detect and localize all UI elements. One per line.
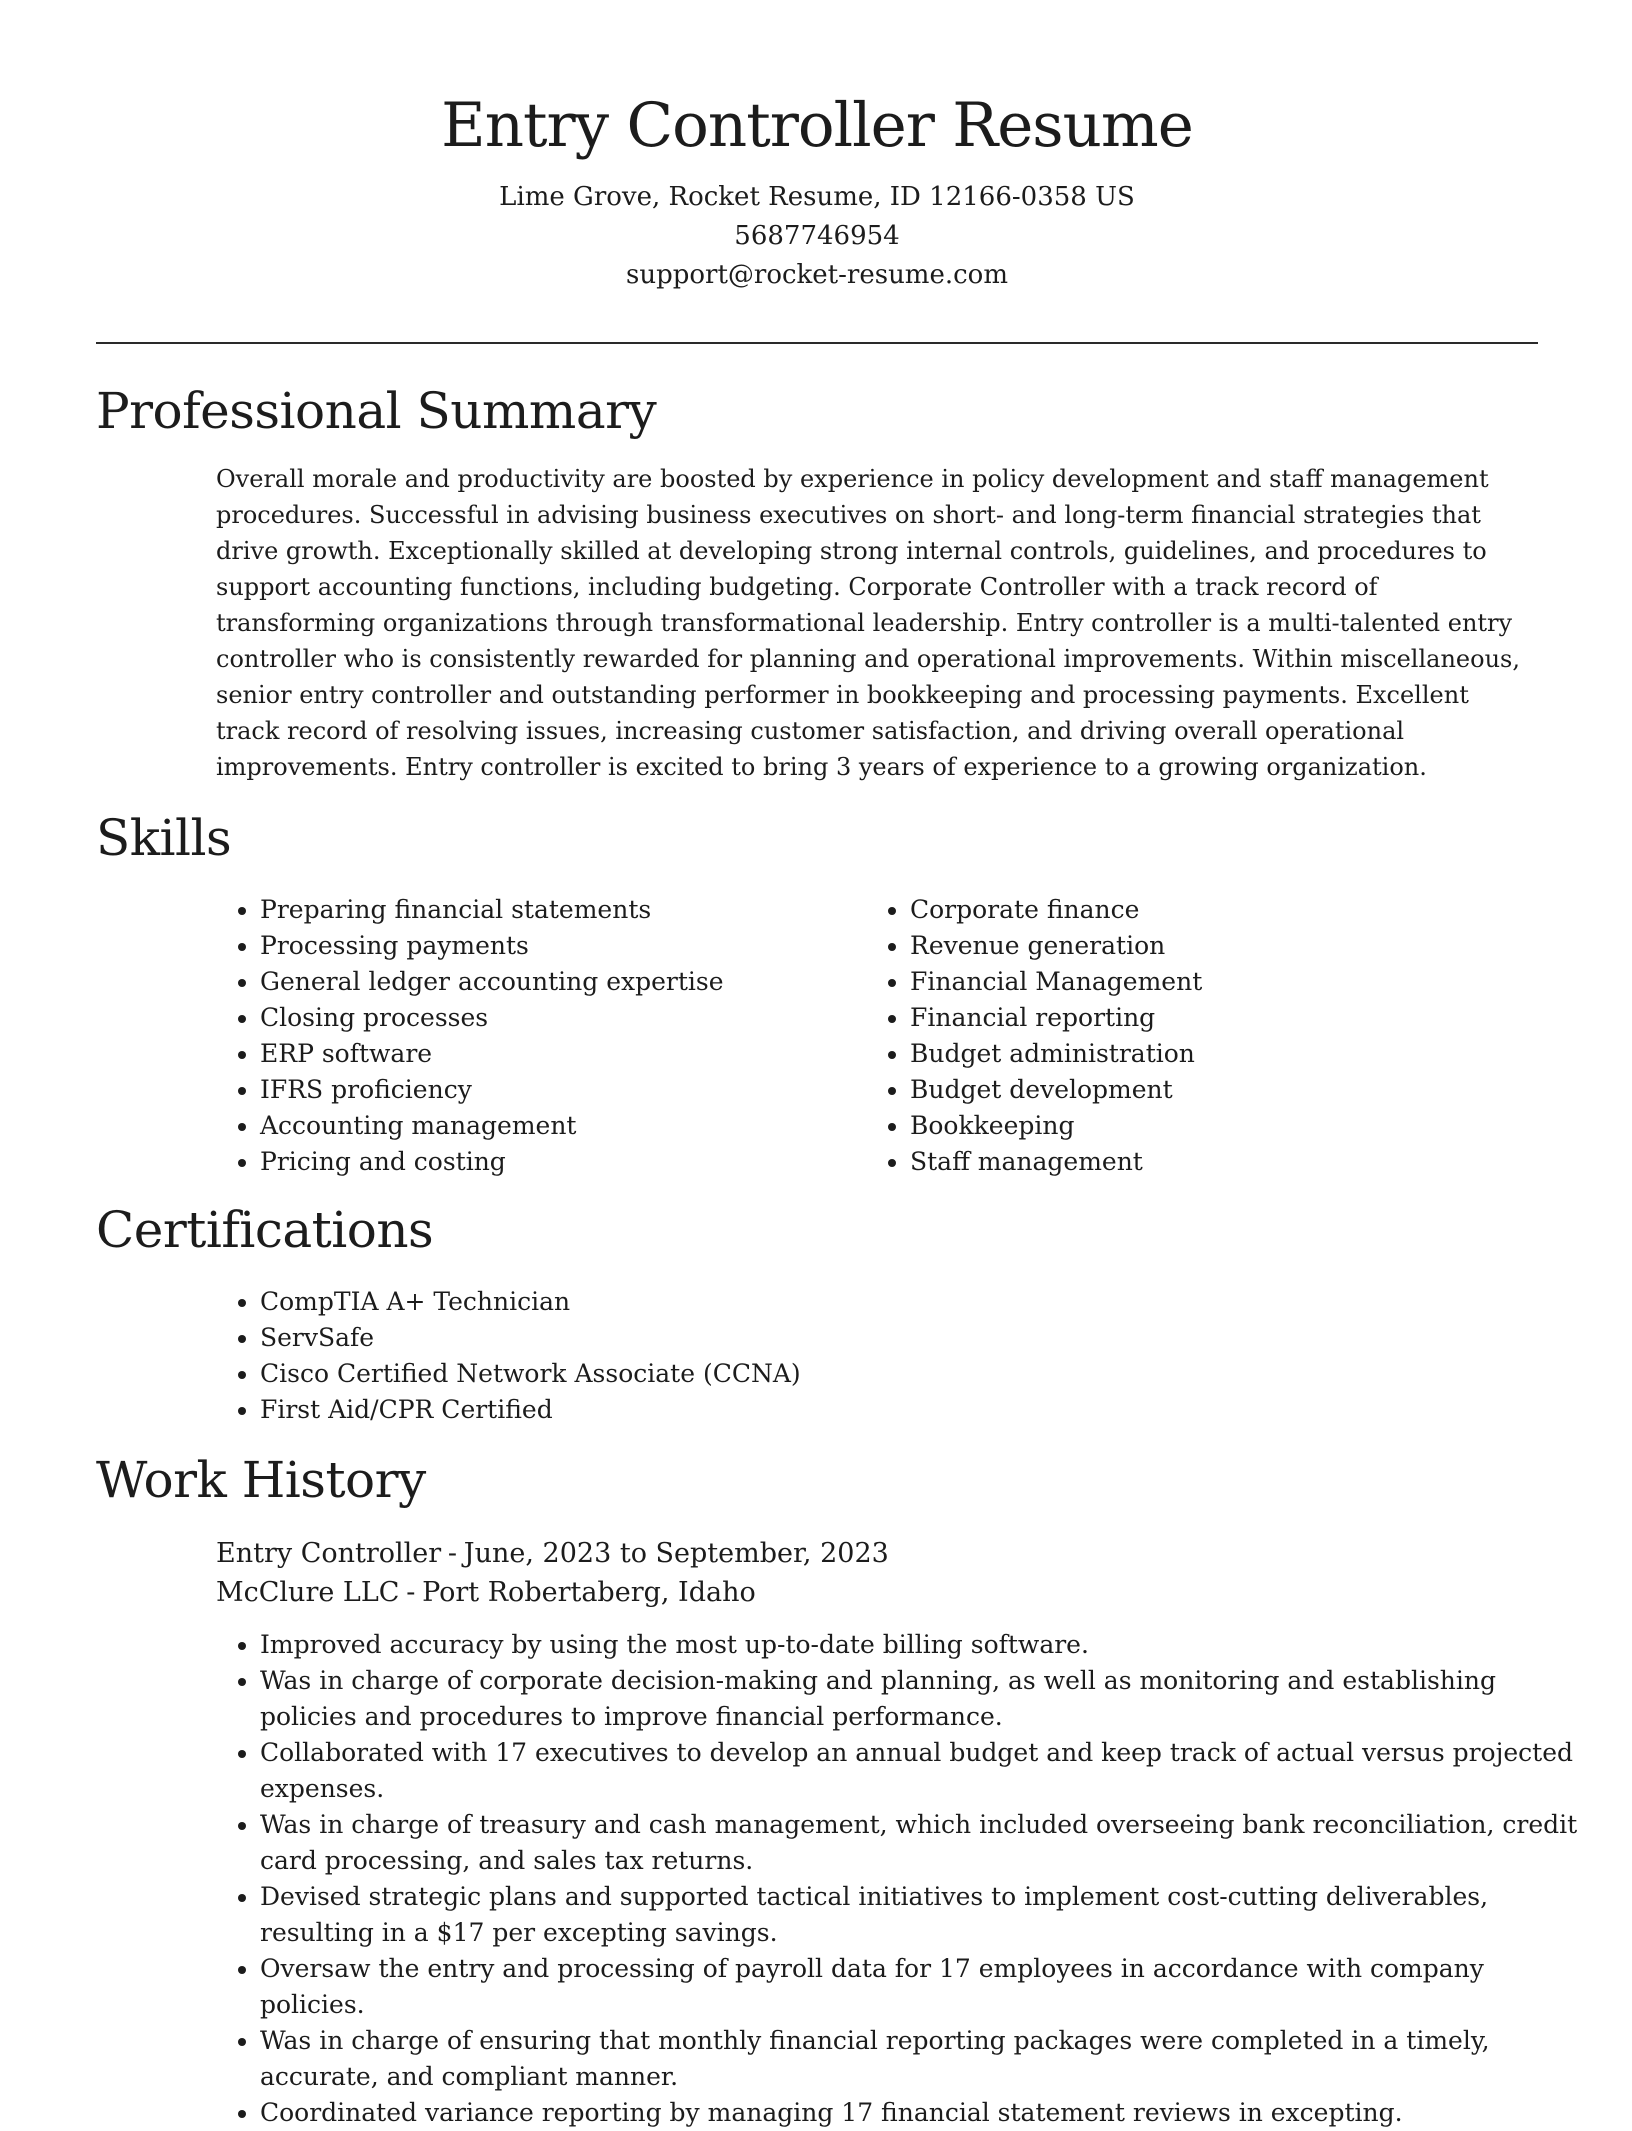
skill-item: • Pricing and costing <box>260 1144 820 1180</box>
skill-item: • Corporate finance <box>910 892 1470 928</box>
job-bullet: • Oversaw the entry and processing of payroll data for 17 employees in accordance with company policies. <box>260 1951 1582 2023</box>
skill-item: • Revenue generation <box>910 928 1470 964</box>
header-divider <box>96 342 1538 344</box>
job-bullet: • Improved accuracy by using the most up-to-date billing software. <box>260 1627 1582 1663</box>
skill-item: • Closing processes <box>260 1000 820 1036</box>
skill-item: • Budget administration <box>910 1036 1470 1072</box>
skill-item: • Staff management <box>910 1144 1470 1180</box>
contact-info <box>96 178 1538 295</box>
skill-item: • Financial reporting <box>910 1000 1470 1036</box>
job-bullet: • Coordinated variance reporting by managing 17 financial statement reviews in excepting. <box>260 2095 1582 2131</box>
job-bullet: • Devised strategic plans and supported tactical initiatives to implement cost-cutting deliverables, resulting in a $17 per excepting savings. <box>260 1879 1582 1951</box>
skill-item: • Bookkeeping <box>910 1108 1470 1144</box>
job-company: McClure LLC <box>216 1577 400 1608</box>
job-bullets <box>216 1627 1582 2131</box>
skill-item: • General ledger accounting expertise <box>260 964 820 1000</box>
skills-list-left <box>216 892 820 1180</box>
skills-heading: Skills <box>96 809 232 867</box>
certification-item: • ServSafe <box>260 1320 1360 1356</box>
skills-list-right <box>866 892 1470 1180</box>
contact-address: Lime Grove, Rocket Resume, ID 12166-0358 US <box>499 182 1135 212</box>
job-title-separator: - <box>447 1538 458 1569</box>
skill-item: • Financial Management <box>910 964 1470 1000</box>
job-bullet: • Was in charge of corporate decision-making and planning, as well as monitoring and establishing policies and procedures to improve financial performance. <box>260 1663 1582 1735</box>
skill-item: • Accounting management <box>260 1108 820 1144</box>
summary-text: Overall morale and productivity are boosted by experience in policy development and staff management procedures. Successful in advising business executives on short- and long-term financial strategies that drive growth. Exceptionally skilled at developing strong internal controls, guidelines, and procedures to support accounting functions, including budgeting. Corporate Controller with a track record of transforming organizations through transformational leadership. Entry controller is a multi-talented entry controller who is consistently rewarded for planning and operational improvements. Within miscellaneous, senior entry controller and outstanding performer in bookkeeping and processing payments. Excellent track record of resolving issues, increasing customer satisfaction, and driving overall operational improvements. Entry controller is excited to bring 3 years of experience to a growing organization. <box>216 465 1520 781</box>
job-location: Port Robertaberg, Idaho <box>422 1577 756 1608</box>
job-company-separator: - <box>406 1577 416 1608</box>
skill-item: • Budget development <box>910 1072 1470 1108</box>
skill-item: • ERP software <box>260 1036 820 1072</box>
skill-item: • Preparing financial statements <box>260 892 820 928</box>
job-dates: June, 2023 to September, 2023 <box>463 1538 889 1569</box>
certification-item: • First Aid/CPR Certified <box>260 1392 1360 1428</box>
contact-phone: 5687746954 <box>734 221 900 251</box>
certifications-list <box>216 1284 1360 1428</box>
certifications-heading: Certifications <box>96 1201 434 1259</box>
job-title-line <box>216 1534 889 1573</box>
skill-item: • IFRS proficiency <box>260 1072 820 1108</box>
skill-item: • Processing payments <box>260 928 820 964</box>
contact-email: support@rocket-resume.com <box>625 260 1008 290</box>
job-bullet: • Was in charge of ensuring that monthly financial reporting packages were completed in a timely, accurate, and compliant manner. <box>260 2023 1582 2095</box>
job-header <box>216 1534 889 1612</box>
job-company-line <box>216 1573 889 1612</box>
job-bullet: • Collaborated with 17 executives to develop an annual budget and keep track of actual versus projected expenses. <box>260 1735 1582 1807</box>
resume-title: Entry Controller Resume <box>441 90 1193 161</box>
resume-header <box>96 84 1538 295</box>
job-bullet: • Was in charge of treasury and cash management, which included overseeing bank reconciliation, credit card processing, and sales tax returns. <box>260 1807 1582 1879</box>
certification-item: • Cisco Certified Network Associate (CCNA) <box>260 1356 1360 1392</box>
job-title: Entry Controller <box>216 1538 442 1569</box>
summary-heading: Professional Summary <box>96 382 657 440</box>
work-history-heading: Work History <box>96 1451 426 1509</box>
certification-item: • CompTIA A+ Technician <box>260 1284 1360 1320</box>
